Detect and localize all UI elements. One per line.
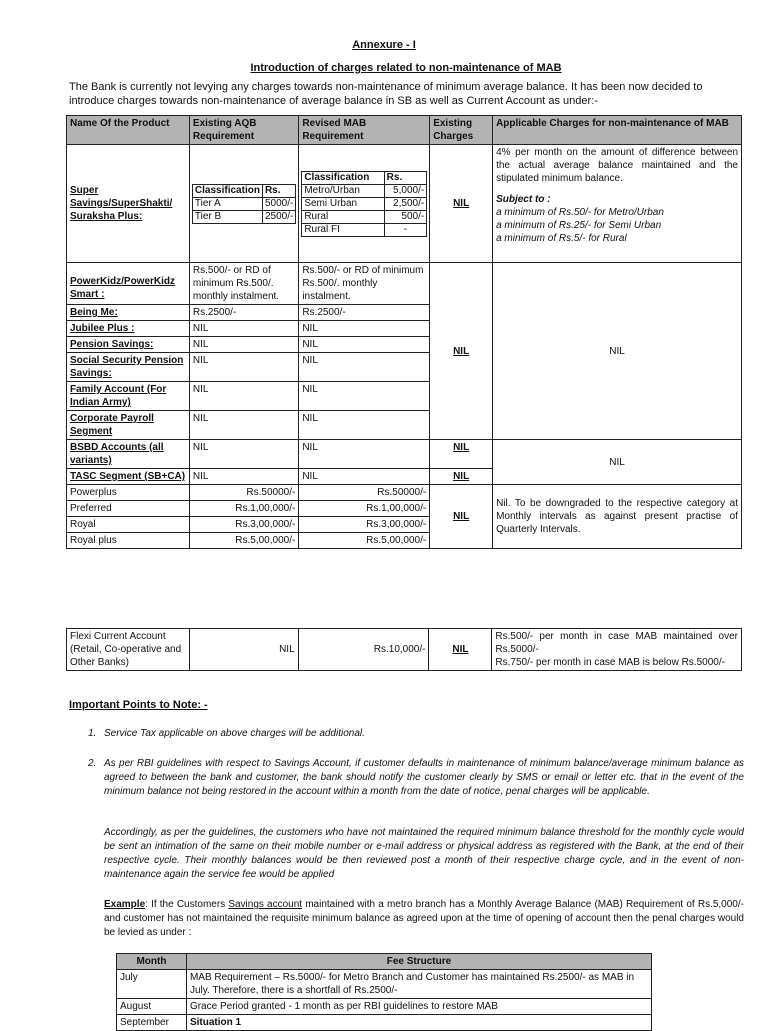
product-name: Family Account (For Indian Army) [67, 382, 190, 411]
revised-value: Rs.10,000/- [298, 629, 429, 671]
existing-value: Rs.50000/- [189, 485, 298, 501]
table-row [67, 263, 742, 305]
applicable-text: Rs.500/- per month in case MAB maintained over Rs.5000/- [495, 631, 738, 655]
inner-cell: Tier B [192, 210, 262, 223]
inner-cell: 2,500/- [384, 197, 427, 210]
header-applicable: Applicable Charges for non-maintenance of MAB [493, 116, 742, 145]
savings-account-link: Savings account [228, 899, 303, 910]
flexi-table [66, 628, 742, 671]
table-row [67, 440, 742, 469]
minimum-line: a minimum of Rs.5/- for Rural [496, 233, 627, 244]
existing-value: Rs.1,00,000/- [189, 501, 298, 517]
points-heading: Important Points to Note: - [69, 699, 208, 711]
existing-charges-cell: NIL [430, 440, 493, 469]
page-title: Introduction of charges related to non-maintenance of MAB [250, 62, 562, 74]
existing-value: NIL [189, 321, 298, 337]
inner-cell: Metro/Urban [302, 184, 384, 197]
product-name: Powerplus [67, 485, 190, 501]
example-text: maintained with a metro branch has a Monthly Average Balance (MAB) Requirement of Rs.5,000/- and customer has not maintained the requisite minimum balance as agreed upon at the time of opening of account then the penal charges would be levied as under : [104, 899, 744, 938]
inner-cell: 500/- [384, 210, 427, 223]
point-text: As per RBI guidelines with respect to Savings Account, if customer defaults in maintenance of minimum balance/average minimum balance as agreed to between the bank and customer, the bank should notify the customer clearly by SMS or email or letter etc. that in the event of the minimum balance not being restored in the account within a month from the date of notice, penal charges will be applicable. [104, 758, 744, 797]
table-header-row [67, 116, 742, 145]
existing-charges-cell: NIL [430, 145, 493, 263]
example-paragraph [104, 898, 744, 940]
product-name: Royal plus [67, 533, 190, 549]
table-row [117, 970, 652, 999]
revised-value: Rs.2500/- [299, 305, 430, 321]
revised-value: NIL [299, 321, 430, 337]
fee-cell: Grace Period granted - 1 month as per RBI guidelines to restore MAB [186, 999, 651, 1015]
inner-cell: Tier A [192, 197, 262, 210]
product-name: Royal [67, 517, 190, 533]
existing-value: NIL [189, 469, 298, 485]
product-name: TASC Segment (SB+CA) [67, 469, 190, 485]
existing-value: NIL [189, 411, 298, 440]
month-cell: September [117, 1015, 187, 1031]
revised-value: NIL [299, 337, 430, 353]
applicable-cell: NIL [493, 440, 742, 485]
product-name: Being Me: [67, 305, 190, 321]
existing-charges-cell: NIL [430, 469, 493, 485]
point-text: Service Tax applicable on above charges will be additional. [104, 728, 365, 739]
revised-value: Rs.50000/- [299, 485, 430, 501]
header-month: Month [117, 954, 187, 970]
table-row [117, 999, 652, 1015]
product-name: Pension Savings: [67, 337, 190, 353]
applicable-cell: Nil. To be downgraded to the respective category at Monthly intervals as against present practise of Quarterly Intervals. [493, 485, 742, 549]
month-cell: August [117, 999, 187, 1015]
product-name: Super Savings/SuperShakti/ Suraksha Plus: [67, 145, 190, 263]
inner-header: Rs. [262, 184, 295, 197]
applicable-text: Rs.750/- per month in case MAB is below Rs.5000/- [495, 657, 725, 668]
revised-value: NIL [299, 440, 430, 469]
existing-value: NIL [189, 337, 298, 353]
existing-classification-table [192, 184, 296, 224]
product-name: PowerKidz/PowerKidz Smart : [67, 263, 190, 305]
point-text: Accordingly, as per the guidelines, the customers who have not maintained the required minimum balance threshold for the monthly cycle would be sent an intimation of the same on their mobile number or e-mail address or physical address as registered with the Bank, at the end of their respective cycle. Their monthly balances would be then reviewed post a month of their respective charge cycle, and in the event of non-maintenance again the service fee would be applied [104, 827, 744, 880]
header-fee: Fee Structure [186, 954, 651, 970]
intro-paragraph: The Bank is currently not levying any charges towards non-maintenance of minimum average balance. It has been now decided to introduce charges towards non-maintenance of average balance in SB as well as Current Account as under:- [69, 81, 703, 107]
product-name: Jubilee Plus : [67, 321, 190, 337]
inner-cell: Semi Urban [302, 197, 384, 210]
revised-value: Rs.500/- or RD of minimum Rs.500/. monthly instalment. [299, 263, 430, 305]
product-name: Flexi Current Account (Retail, Co-operative and Other Banks) [67, 629, 190, 671]
month-cell: July [117, 970, 187, 999]
header-revised: Revised MAB Requirement [299, 116, 430, 145]
fee-cell: Situation 1 [186, 1015, 651, 1031]
inner-header: Classification [192, 184, 262, 197]
header-existing-charges: Existing Charges [430, 116, 493, 145]
product-name: BSBD Accounts (all variants) [67, 440, 190, 469]
inner-header: Rs. [384, 171, 427, 184]
existing-charges-cell: NIL [430, 263, 493, 440]
point-number: 1. [88, 728, 97, 739]
inner-cell: 2500/- [262, 210, 295, 223]
minimum-line: a minimum of Rs.25/- for Semi Urban [496, 220, 662, 231]
inner-cell: Rural [302, 210, 384, 223]
revised-value: NIL [299, 382, 430, 411]
header-product: Name Of the Product [67, 116, 190, 145]
existing-value: NIL [189, 440, 298, 469]
example-label: Example [104, 899, 146, 910]
header-existing: Existing AQB Requirement [189, 116, 298, 145]
revised-value: Rs.5,00,000/- [299, 533, 430, 549]
table-header-row [117, 954, 652, 970]
existing-value: NIL [189, 629, 298, 671]
existing-value: NIL [189, 382, 298, 411]
revised-classification-table [301, 171, 427, 237]
inner-cell: Rural FI [302, 223, 384, 236]
existing-value: Rs.3,00,000/- [189, 517, 298, 533]
existing-value: Rs.500/- or RD of minimum Rs.500/. monthly instalment. [189, 263, 298, 305]
table-row [67, 145, 742, 263]
applicable-text: 4% per month on the amount of difference between the actual average balance maintained and the stipulated minimum balance. [496, 147, 738, 184]
existing-charges-cell: NIL [430, 485, 493, 549]
existing-value: Rs.5,00,000/- [189, 533, 298, 549]
revised-value: Rs.1,00,000/- [299, 501, 430, 517]
inner-cell: 5,000/- [384, 184, 427, 197]
applicable-cell: NIL [493, 263, 742, 440]
revised-value: Rs.3,00,000/- [299, 517, 430, 533]
table-row [117, 1015, 652, 1031]
minimum-line: a minimum of Rs.50/- for Metro/Urban [496, 207, 664, 218]
product-name: Preferred [67, 501, 190, 517]
example-text: : If the Customers [145, 899, 229, 910]
revised-value: NIL [299, 469, 430, 485]
revised-value: NIL [299, 353, 430, 382]
inner-header: Classification [302, 171, 384, 184]
fee-table [116, 953, 652, 1031]
existing-charges-cell: NIL [429, 629, 492, 671]
table-row [67, 485, 742, 501]
revised-value: NIL [299, 411, 430, 440]
charges-table [66, 115, 742, 549]
existing-value: Rs.2500/- [189, 305, 298, 321]
fee-cell: MAB Requirement – Rs.5000/- for Metro Branch and Customer has maintained Rs.2500/- as MAB in July. Therefore, there is a shortfall of Rs.2500/- [186, 970, 651, 999]
subject-to-label: Subject to : [496, 194, 551, 205]
point-number: 2. [88, 758, 97, 769]
inner-cell: - [384, 223, 427, 236]
existing-value: NIL [189, 353, 298, 382]
table-row [67, 629, 742, 671]
annexure-title: Annexure - I [352, 39, 416, 51]
inner-cell: 5000/- [262, 197, 295, 210]
product-name: Social Security Pension Savings: [67, 353, 190, 382]
product-name: Corporate Payroll Segment [67, 411, 190, 440]
